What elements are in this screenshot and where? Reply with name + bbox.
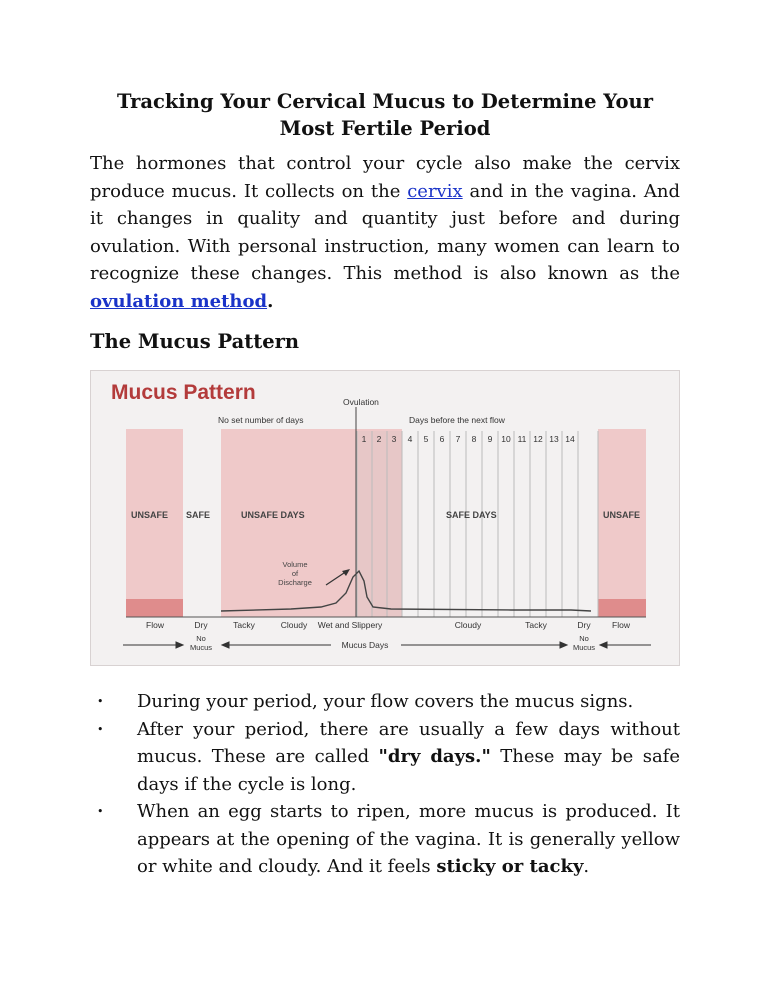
day-number: 10	[501, 434, 511, 444]
day-number: 11	[517, 434, 527, 444]
phase-labels	[146, 620, 631, 630]
phase-tacky-right: Tacky	[525, 620, 547, 630]
bullet-icon: •	[97, 695, 104, 708]
zone-unsafe-left: UNSAFE	[131, 510, 169, 520]
day-number: 1	[361, 434, 367, 444]
phase-flow-right: Flow	[612, 620, 630, 630]
day-number: 2	[376, 434, 382, 444]
bullet-bold: "dry days."	[378, 746, 491, 767]
mucus-pattern-diagram	[90, 370, 680, 666]
ovulation-label: Ovulation	[343, 397, 379, 407]
zone-safe-left: SAFE	[186, 510, 211, 520]
no-mucus-right-line: No	[579, 634, 589, 643]
no-mucus-left-line: No	[196, 634, 206, 643]
intro-text-1: The hormones that control your cycle also make the cervix produce mucus. It collects on the	[90, 153, 680, 202]
day-number: 12	[533, 434, 543, 444]
diagram-svg	[91, 371, 679, 665]
list-item	[90, 688, 680, 716]
day-number: 8	[471, 434, 477, 444]
no-mucus-labels	[190, 634, 595, 652]
no-set-days-label: No set number of days	[218, 415, 304, 425]
phase-dry-right: Dry	[577, 620, 591, 630]
day-number: 7	[455, 434, 461, 444]
day-number: 9	[487, 434, 493, 444]
day-number: 14	[565, 434, 575, 444]
ovulation-method-link[interactable]: ovulation method	[90, 290, 268, 312]
volume-label-line: of	[291, 569, 299, 578]
phase-wet-slippery: Wet and Slippery	[317, 620, 383, 630]
bullet-list	[90, 688, 680, 881]
bullet-text: .	[583, 856, 590, 877]
diagram-title: Mucus Pattern	[111, 381, 256, 404]
phase-cloudy-right: Cloudy	[454, 620, 482, 630]
intro-text-2: and in the vagina. And it changes in quality and quantity just before and during ovulation. With personal instruction, many women can learn to recognize these changes. This method is also known as the	[90, 180, 681, 284]
volume-label-line: Discharge	[278, 578, 312, 587]
day-numbers	[362, 434, 575, 444]
phase-cloudy-left: Cloudy	[280, 620, 308, 630]
day-number: 4	[407, 434, 413, 444]
bullet-icon: •	[97, 722, 104, 736]
bullet-text: During your period, your flow covers the mucus signs.	[137, 691, 634, 712]
day-number: 3	[391, 434, 397, 444]
list-item	[90, 716, 680, 799]
no-mucus-right-line: Mucus	[572, 643, 596, 652]
bullet-text: These may be safe days if the cycle is long.	[137, 746, 680, 795]
zone-safe-days: SAFE DAYS	[446, 510, 497, 520]
phase-dry-left: Dry	[194, 620, 208, 630]
bullet-text: After your period, there are usually a few days without mucus. These are called	[137, 718, 680, 767]
ovulation-days-zone	[357, 431, 402, 617]
intro-paragraph	[90, 150, 680, 315]
day-number: 13	[549, 434, 559, 444]
no-mucus-left-line: Mucus	[189, 643, 213, 652]
flow-band-right	[598, 599, 646, 617]
phase-flow-left: Flow	[146, 620, 164, 630]
bullet-icon: •	[97, 805, 104, 818]
days-before-flow-label: Days before the next flow	[409, 415, 505, 425]
day-number: 6	[439, 434, 445, 444]
volume-label-line: Volume	[282, 560, 308, 569]
flow-band-left	[126, 599, 183, 617]
zone-unsafe-days: UNSAFE DAYS	[241, 510, 305, 520]
zone-unsafe-right: UNSAFE	[603, 510, 641, 520]
bullet-bold: sticky or tacky	[436, 856, 584, 877]
day-number: 5	[423, 434, 429, 444]
bullet-text: When an egg starts to ripen, more mucus is produced. It appears at the opening of the vagina. It is generally yellow or white and cloudy. And it feels	[137, 801, 680, 877]
unsafe-zone-left	[126, 429, 183, 617]
mucus-days-label: Mucus Days	[341, 640, 389, 650]
document-page	[90, 88, 680, 355]
page-title: Tracking Your Cervical Mucus to Determine Your Most Fertile Period	[117, 90, 653, 140]
section-heading: The Mucus Pattern	[90, 330, 300, 353]
intro-text-3: .	[267, 290, 274, 312]
cervix-link[interactable]: cervix	[407, 180, 463, 202]
phase-tacky: Tacky	[233, 620, 255, 630]
list-item	[90, 798, 680, 881]
unsafe-zone-right	[598, 429, 646, 617]
